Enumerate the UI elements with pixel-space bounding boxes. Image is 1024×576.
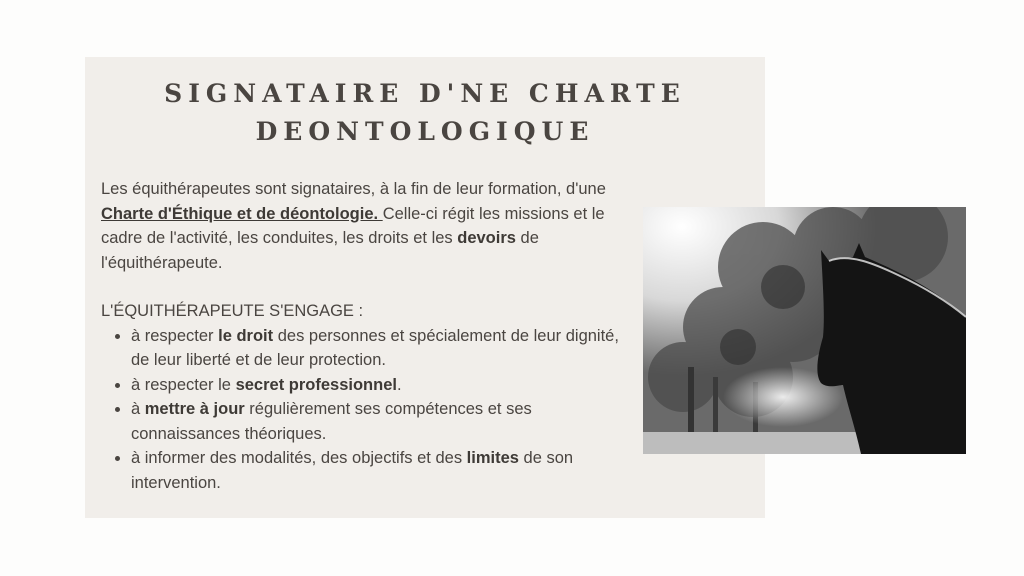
intro-text-3: de l'équithérapeute. (101, 229, 539, 272)
intro-text-1: Les équithérapeutes sont signataires, à la fin de leur formation, d'une (101, 180, 606, 198)
horse-image-icon (643, 207, 966, 454)
horse-photo (643, 207, 966, 454)
bullet-icon (115, 383, 120, 388)
item-text: à respecter (131, 326, 219, 345)
charter-link[interactable]: Charte d'Éthique et de déontologie. (101, 204, 383, 223)
item-text: à informer des modalités, des objectifs et des (131, 449, 467, 467)
title-line-2: DEONTOLOGIQUE (255, 117, 595, 146)
spacer (101, 275, 641, 299)
item-bold: secret professionnel (235, 375, 397, 394)
list-item (131, 446, 641, 495)
intro-paragraph (101, 177, 641, 275)
list-item (131, 397, 641, 446)
item-bold: le droit (218, 326, 274, 345)
item-bold: mettre à jour (144, 400, 245, 418)
item-text: de son intervention. (131, 449, 574, 492)
item-text: à (131, 400, 145, 418)
page-title (85, 75, 765, 151)
bullet-icon (115, 456, 120, 461)
title-line-1: SIGNATAIRE D'NE CHARTE (164, 79, 686, 108)
list-item (131, 373, 641, 398)
bullet-icon (115, 334, 120, 339)
engage-heading: L'ÉQUITHÉRAPEUTE S'ENGAGE : (101, 302, 364, 320)
bullet-icon (115, 407, 120, 412)
list-item (131, 324, 641, 373)
intro-bold-devoirs: devoirs (457, 229, 516, 247)
item-text: régulièrement ses compétences et ses connaissances théoriques. (131, 400, 532, 443)
item-text: des personnes et spécialement de leur dignité, de leur liberté et de leur protection. (131, 326, 619, 369)
item-text: à respecter le (131, 375, 236, 394)
item-text: . (396, 375, 402, 394)
engage-list (101, 324, 641, 496)
intro-text-2: Celle-ci régit les missions et le cadre de l'activité, les conduites, les droits et les (101, 204, 605, 247)
body-text (101, 177, 641, 495)
item-bold: limites (466, 449, 519, 467)
